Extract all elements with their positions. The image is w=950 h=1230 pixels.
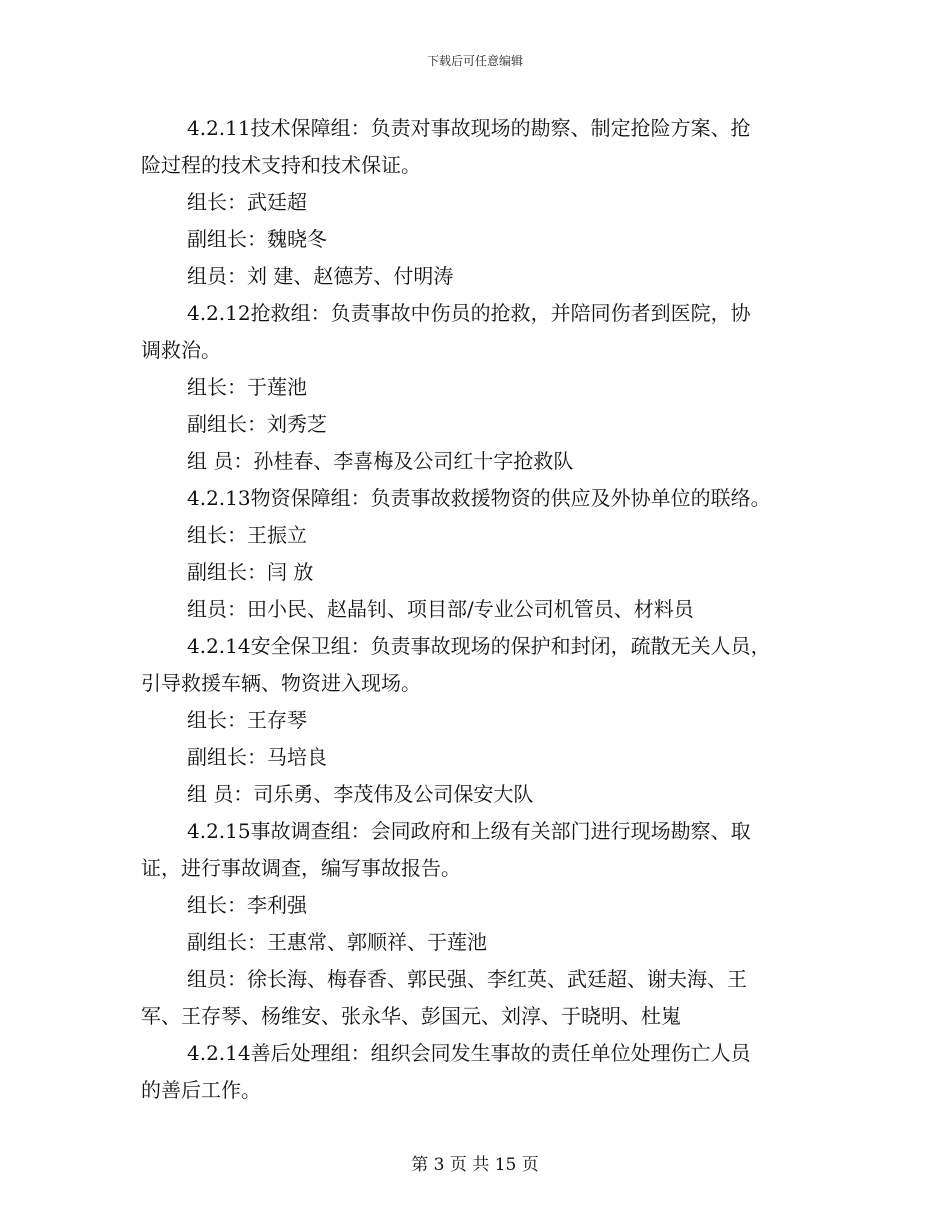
text-line: 4.2.14善后处理组：组织会同发生事故的责任单位处理伤亡人员 — [187, 1041, 751, 1065]
text-line: 组员：徐长海、梅春香、郭民强、李红英、武廷超、谢夫海、王 — [187, 967, 747, 991]
text-line: 组长：于莲池 — [187, 375, 307, 399]
text-line: 组员：田小民、赵晶钊、项目部/专业公司机管员、材料员 — [187, 597, 694, 621]
text-line: 4.2.11技术保障组：负责对事故现场的勘察、制定抢险方案、抢 — [187, 116, 751, 140]
text-line: 险过程的技术支持和技术保证。 — [141, 153, 421, 177]
text-line: 副组长：马培良 — [187, 745, 327, 769]
text-line: 的善后工作。 — [141, 1078, 261, 1102]
text-line: 副组长：闫 放 — [187, 560, 314, 584]
text-line: 4.2.14安全保卫组：负责事故现场的保护和封闭，疏散无关人员， — [187, 634, 771, 658]
text-line: 组长：武廷超 — [187, 190, 307, 214]
document-body — [141, 110, 821, 1109]
text-line: 4.2.13物资保障组：负责事故救援物资的供应及外协单位的联络。 — [187, 486, 771, 510]
text-line: 组长：李利强 — [187, 893, 307, 917]
page-header: 下载后可任意编辑 — [426, 54, 523, 68]
text-line: 组 员：孙桂春、李喜梅及公司红十字抢救队 — [187, 449, 574, 473]
text-line: 组 员：司乐勇、李茂伟及公司保安大队 — [187, 782, 534, 806]
text-line: 组员：刘 建、赵德芳、付明涛 — [187, 264, 454, 288]
text-line: 军、王存琴、杨维安、张永华、彭国元、刘淳、于晓明、杜嵬 — [141, 1004, 681, 1028]
text-line: 引导救援车辆、物资进入现场。 — [141, 671, 421, 695]
text-line: 副组长：刘秀芝 — [187, 412, 327, 436]
page-number-footer: 第 3 页 共 15 页 — [411, 1155, 539, 1175]
text-line: 组长：王振立 — [187, 523, 307, 547]
text-line: 证，进行事故调查，编写事故报告。 — [141, 856, 461, 880]
text-line: 4.2.12抢救组：负责事故中伤员的抢救，并陪同伤者到医院，协 — [187, 301, 751, 325]
text-line: 调救治。 — [141, 338, 221, 362]
text-line: 组长：王存琴 — [187, 708, 307, 732]
text-line: 副组长：王惠常、郭顺祥、于莲池 — [187, 930, 487, 954]
text-line: 副组长：魏晓冬 — [187, 227, 327, 251]
text-line: 4.2.15事故调查组：会同政府和上级有关部门进行现场勘察、取 — [187, 819, 751, 843]
